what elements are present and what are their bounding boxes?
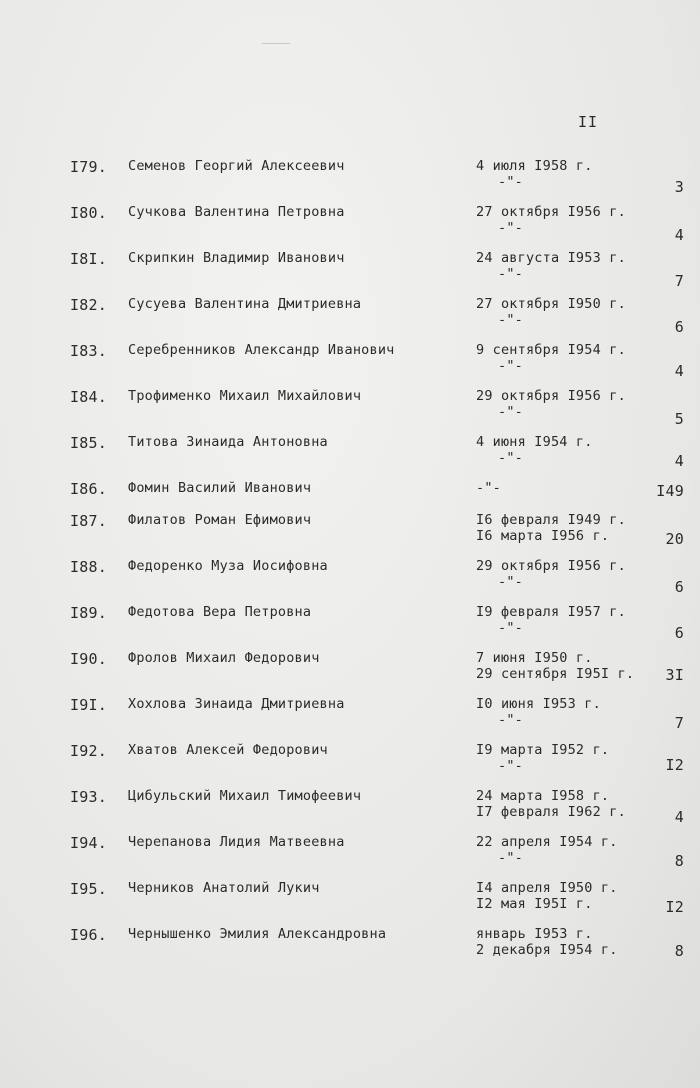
- date-first: 24 марта I958 г.: [476, 788, 610, 804]
- entry-dates: [476, 788, 626, 820]
- list-item: [0, 880, 700, 926]
- person-name: Черников Анатолий Лукич: [128, 880, 320, 896]
- list-item: [0, 926, 700, 972]
- entry-number: I86.: [70, 480, 107, 498]
- date-second: 29 сентября I95I г.: [476, 666, 635, 682]
- list-item: [0, 834, 700, 880]
- entry-number: I83.: [70, 342, 107, 360]
- person-name: Серебренников Александр Иванович: [128, 342, 395, 358]
- person-name: Сусуева Валентина Дмитриевна: [128, 296, 362, 312]
- entry-dates: [476, 296, 626, 328]
- person-name: Фролов Михаил Федорович: [128, 650, 320, 666]
- entry-number: I80.: [70, 204, 107, 222]
- entry-dates: [476, 926, 618, 958]
- person-name: Трофименко Михаил Михайлович: [128, 388, 362, 404]
- entry-number: I90.: [70, 650, 107, 668]
- date-first: I6 февраля I949 г.: [476, 512, 626, 528]
- entry-dates: [476, 434, 593, 466]
- list-item: [0, 204, 700, 250]
- person-name: Филатов Роман Ефимович: [128, 512, 312, 528]
- list-item: [0, 512, 700, 558]
- list-item: [0, 250, 700, 296]
- entry-number: I96.: [70, 926, 107, 944]
- date-second: -"-: [498, 266, 523, 282]
- entry-number: I79.: [70, 158, 107, 176]
- sheet-count: 4: [674, 808, 684, 826]
- entry-number: I95.: [70, 880, 107, 898]
- list-item: [0, 742, 700, 788]
- sheet-count: 6: [674, 578, 684, 596]
- date-first: 22 апреля I954 г.: [476, 834, 618, 850]
- list-item: [0, 158, 700, 204]
- sheet-count: 4: [674, 226, 684, 244]
- sheet-count: I2: [665, 898, 684, 916]
- list-item: [0, 650, 700, 696]
- entry-dates: [476, 742, 609, 774]
- person-name: Семенов Георгий Алексеевич: [128, 158, 345, 174]
- sheet-count: 6: [674, 318, 684, 336]
- entry-number: I89.: [70, 604, 107, 622]
- entry-dates: [476, 558, 626, 590]
- list-item: [0, 342, 700, 388]
- person-name: Федоренко Муза Иосифовна: [128, 558, 328, 574]
- entry-number: I87.: [70, 512, 107, 530]
- date-first: -"-: [476, 480, 501, 496]
- sheet-count: I49: [656, 482, 684, 500]
- date-second: -"-: [498, 450, 523, 466]
- list-item: [0, 788, 700, 834]
- date-second: 2 декабря I954 г.: [476, 942, 618, 958]
- entry-number: I94.: [70, 834, 107, 852]
- entry-dates: [476, 696, 601, 728]
- sheet-count: 8: [674, 942, 684, 960]
- date-first: 9 сентября I954 г.: [476, 342, 626, 358]
- sheet-count: I2: [665, 756, 684, 774]
- date-second: -"-: [498, 404, 523, 420]
- entry-number: I82.: [70, 296, 107, 314]
- date-first: I0 июня I953 г.: [476, 696, 601, 712]
- person-name: Федотова Вера Петровна: [128, 604, 312, 620]
- date-second: -"-: [498, 220, 523, 236]
- date-second: -"-: [498, 574, 523, 590]
- date-first: I9 марта I952 г.: [476, 742, 610, 758]
- person-name: Фомин Василий Иванович: [128, 480, 312, 496]
- date-first: январь I953 г.: [476, 926, 593, 942]
- date-second: I2 мая I95I г.: [476, 896, 593, 912]
- person-name: Цибульский Михаил Тимофеевич: [128, 788, 362, 804]
- list-item: [0, 558, 700, 604]
- date-second: -"-: [498, 712, 523, 728]
- entry-number: I9I.: [70, 696, 107, 714]
- date-second: -"-: [498, 312, 523, 328]
- date-second: I6 марта I956 г.: [476, 528, 610, 544]
- top-rule: [262, 43, 290, 44]
- sheet-count: 3: [674, 178, 684, 196]
- list-item: [0, 296, 700, 342]
- date-first: 4 июля I958 г.: [476, 158, 593, 174]
- date-second: -"-: [498, 850, 523, 866]
- date-first: 4 июня I954 г.: [476, 434, 593, 450]
- entry-dates: [476, 480, 501, 496]
- sheet-count: 3I: [665, 666, 684, 684]
- sheet-count: 20: [665, 530, 684, 548]
- date-second: -"-: [498, 758, 523, 774]
- date-second: -"-: [498, 620, 523, 636]
- entry-number: I93.: [70, 788, 107, 806]
- list-item: [0, 434, 700, 480]
- sheet-count: 4: [674, 362, 684, 380]
- date-first: 24 августа I953 г.: [476, 250, 626, 266]
- sheet-count: 8: [674, 852, 684, 870]
- person-name: Сучкова Валентина Петровна: [128, 204, 345, 220]
- entry-dates: [476, 650, 634, 682]
- date-second: I7 февраля I962 г.: [476, 804, 626, 820]
- entry-number: I92.: [70, 742, 107, 760]
- person-name: Хохлова Зинаида Дмитриевна: [128, 696, 345, 712]
- entry-dates: [476, 512, 626, 544]
- date-first: 27 октября I950 г.: [476, 296, 626, 312]
- date-second: -"-: [498, 358, 523, 374]
- entry-dates: [476, 834, 618, 866]
- entry-dates: [476, 204, 626, 236]
- sheet-count: 7: [674, 272, 684, 290]
- person-name: Черепанова Лидия Матвеевна: [128, 834, 345, 850]
- date-first: 29 октября I956 г.: [476, 558, 626, 574]
- entry-dates: [476, 158, 593, 190]
- sheet-count: 7: [674, 714, 684, 732]
- date-first: 29 октября I956 г.: [476, 388, 626, 404]
- entry-dates: [476, 880, 618, 912]
- person-name: Чернышенко Эмилия Александровна: [128, 926, 387, 942]
- list-item: [0, 388, 700, 434]
- list-item: [0, 604, 700, 650]
- date-first: I4 апреля I950 г.: [476, 880, 618, 896]
- entry-dates: [476, 342, 626, 374]
- entry-dates: [476, 604, 626, 636]
- entry-dates: [476, 388, 626, 420]
- date-first: 27 октября I956 г.: [476, 204, 626, 220]
- entry-number: I8I.: [70, 250, 107, 268]
- date-first: I9 февраля I957 г.: [476, 604, 626, 620]
- entry-number: I84.: [70, 388, 107, 406]
- date-second: -"-: [498, 174, 523, 190]
- person-name: Хватов Алексей Федорович: [128, 742, 328, 758]
- person-name: Титова Зинаида Антоновна: [128, 434, 328, 450]
- list-item: [0, 696, 700, 742]
- entry-number: I85.: [70, 434, 107, 452]
- entry-dates: [476, 250, 626, 282]
- page-number: II: [578, 113, 599, 131]
- sheet-count: 5: [674, 410, 684, 428]
- entry-number: I88.: [70, 558, 107, 576]
- person-name: Скрипкин Владимир Иванович: [128, 250, 345, 266]
- sheet-count: 4: [674, 452, 684, 470]
- sheet-count: 6: [674, 624, 684, 642]
- date-first: 7 июня I950 г.: [476, 650, 593, 666]
